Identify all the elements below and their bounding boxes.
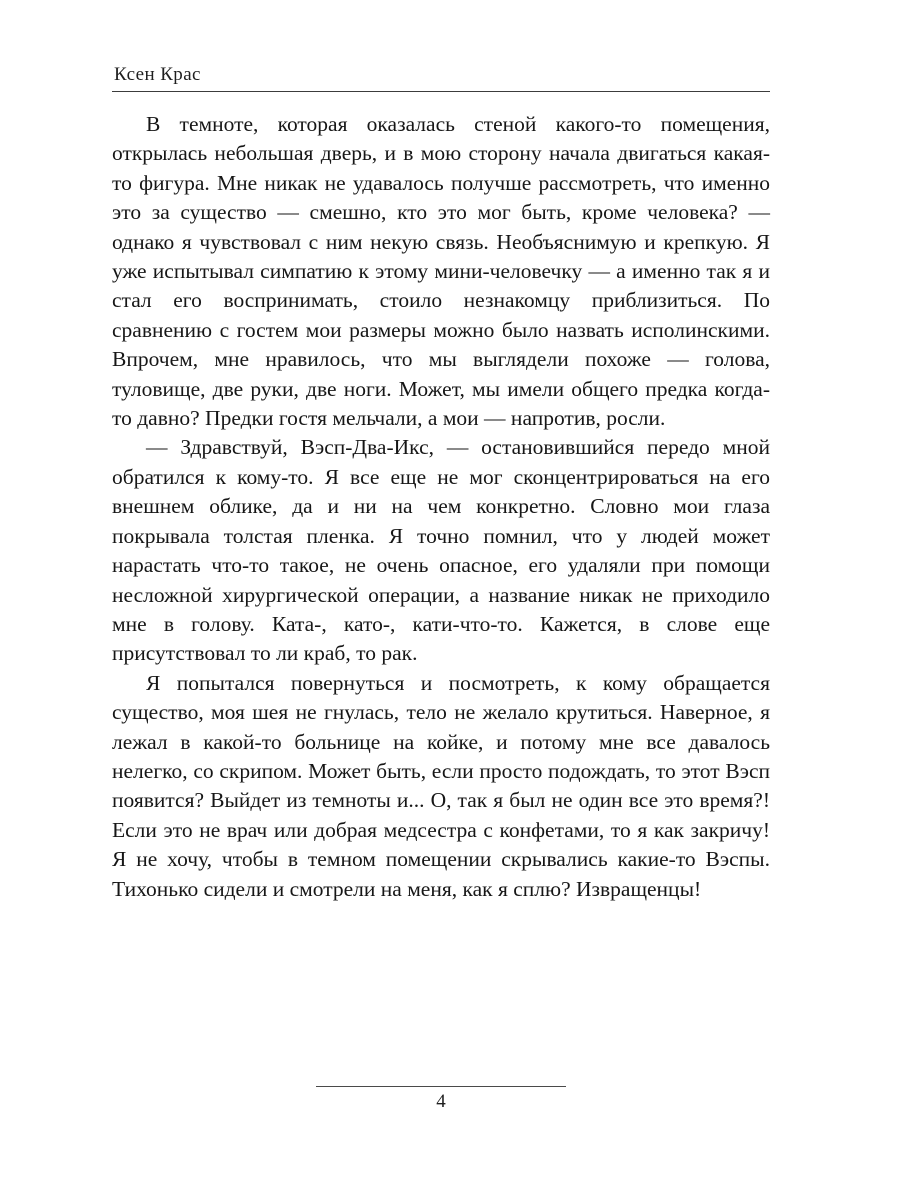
header-rule — [112, 91, 770, 92]
paragraph: В темноте, которая оказалась стеной какого-то помещения, открылась небольшая дверь, и в мою сторону начала двигаться какая-то фигура. Мне никак не удавалось получше рассмотреть, что именно это за существо — смешно, кто это мог быть, кроме человека? — однако я чувствовал с ним некую связь. Необъяснимую и крепкую. Я уже испытывал симпатию к этому мини-человечку — а именно так я и стал его воспринимать, стоило незнакомцу приблизиться. По сравнению с гостем мои размеры можно было назвать исполинскими. Впрочем, мне нравилось, что мы выглядели похоже — голова, туловище, две руки, две ноги. Может, мы имели общего предка когда-то давно? Предки гостя мельчали, а мои — напротив, росли. — [112, 112, 770, 431]
footer-rule — [316, 1086, 566, 1087]
page-footer — [112, 1086, 770, 1113]
body-text — [112, 110, 770, 904]
running-head-author: Ксен Крас — [114, 64, 201, 85]
page-number: 4 — [436, 1091, 446, 1112]
page-header — [112, 64, 770, 92]
paragraph: Я попытался повернуться и посмотреть, к кому обращается существо, моя шея не гнулась, тело не желало крутиться. Наверное, я лежал в какой-то больнице на койке, и потому мне все давалось нелегко, со скрипом. Может быть, если просто подождать, то этот Вэсп появится? Выйдет из темноты и... О, так я был не один все это время?! Если это не врач или добрая медсестра с конфетами, то я как закричу! Я не хочу, чтобы в темном помещении скрывались какие-то Вэспы. Тихонько сидели и смотрели на меня, как я сплю? Извращенцы! — [112, 670, 770, 901]
paragraph: — Здравствуй, Вэсп-Два-Икс, — остановившийся передо мной обратился к кому-то. Я все еще не мог сконцентрироваться на его внешнем облике, да и ни на чем конкретно. Словно мои глаза покрывала толстая пленка. Я точно помнил, что у людей может нарастать что-то такое, не очень опасное, его удаляли при помощи несложной хирургической операции, а название никак не приходило мне в голову. Ката-, като-, кати-что-то. Кажется, в слове еще присутствовал то ли краб, то рак. — [112, 435, 770, 666]
